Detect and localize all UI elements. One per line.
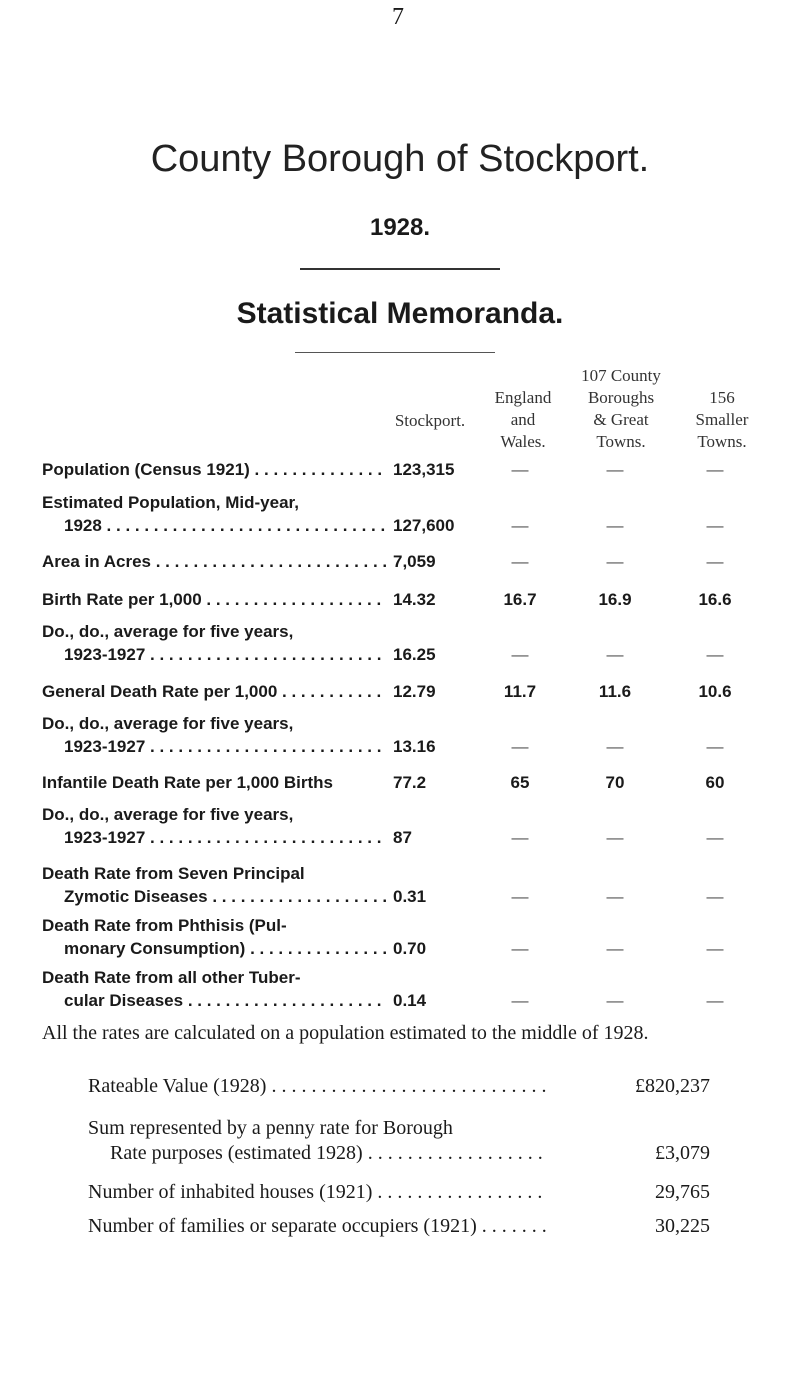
cell-stockport: 0.70 bbox=[393, 939, 427, 958]
cell-england: — bbox=[511, 737, 529, 756]
col-head-boroughs-line: Boroughs bbox=[587, 388, 655, 407]
stat-value: 30,225 bbox=[655, 1215, 710, 1237]
cell-boroughs: — bbox=[606, 645, 624, 664]
row-label-line: Population (Census 1921) . . . bbox=[42, 458, 387, 481]
section-divider bbox=[295, 352, 495, 353]
row-label-line: General Death Rate per 1,000 . . . bbox=[42, 680, 387, 703]
row-label-line: Do., do., average for five years, bbox=[42, 714, 294, 733]
col-head-smaller-line: Towns. bbox=[697, 432, 747, 451]
cell-stockport: 77.2 bbox=[393, 773, 427, 792]
cell-england: 65 bbox=[510, 773, 530, 792]
col-head-boroughs-line: & Great bbox=[593, 410, 649, 429]
row-label bbox=[42, 550, 387, 573]
cell-england: — bbox=[511, 887, 529, 906]
col-head-england-line: Wales. bbox=[500, 432, 546, 451]
cell-smaller: — bbox=[706, 645, 724, 664]
stat-label: Sum represented by a penny rate for Borough bbox=[88, 1117, 453, 1139]
row-label bbox=[42, 588, 387, 611]
stat-label: Number of inhabited houses (1921) . . . bbox=[88, 1180, 548, 1205]
row-label-line: Death Rate from Phthisis (Pul- bbox=[42, 916, 287, 935]
rates-footnote: All the rates are calculated on a population estimated to the middle of 1928. bbox=[42, 1022, 649, 1044]
cell-boroughs: — bbox=[606, 516, 624, 535]
cell-smaller: 10.6 bbox=[698, 682, 732, 701]
page-number: 7 bbox=[392, 4, 404, 30]
row-label bbox=[42, 458, 387, 481]
cell-england: — bbox=[511, 460, 529, 479]
cell-england: 16.7 bbox=[503, 590, 537, 609]
cell-stockport: 7,059 bbox=[393, 552, 436, 571]
col-head-stockport bbox=[375, 410, 485, 432]
row-label-line: 1928 . . . bbox=[42, 514, 387, 537]
cell-boroughs: — bbox=[606, 552, 624, 571]
cell-stockport: 14.32 bbox=[393, 590, 436, 609]
row-label bbox=[42, 862, 387, 908]
cell-boroughs: — bbox=[606, 939, 624, 958]
row-label-line: Area in Acres . . . bbox=[42, 550, 387, 573]
cell-stockport: 0.14 bbox=[393, 991, 427, 1010]
cell-england: — bbox=[511, 516, 529, 535]
row-label-line: Birth Rate per 1,000 . . . bbox=[42, 588, 387, 611]
cell-stockport: 12.79 bbox=[393, 682, 436, 701]
col-head-stockport-text: Stockport. bbox=[394, 411, 466, 430]
stat-label: Number of families or separate occupiers (1921) . . . bbox=[88, 1214, 548, 1239]
cell-boroughs: — bbox=[606, 737, 624, 756]
row-label-line: cular Diseases . . . bbox=[42, 989, 387, 1012]
cell-boroughs: — bbox=[606, 460, 624, 479]
cell-stockport: 0.31 bbox=[393, 887, 427, 906]
cell-stockport: 13.16 bbox=[393, 737, 436, 756]
cell-smaller: 16.6 bbox=[698, 590, 732, 609]
row-label-line: 1923-1927 . . . bbox=[42, 735, 387, 758]
stat-value: £3,079 bbox=[655, 1142, 710, 1164]
cell-smaller: — bbox=[706, 460, 724, 479]
cell-stockport: 127,600 bbox=[393, 516, 455, 535]
cell-smaller: — bbox=[706, 939, 724, 958]
cell-england: — bbox=[511, 939, 529, 958]
cell-boroughs: 11.6 bbox=[598, 682, 632, 701]
cell-smaller: — bbox=[706, 991, 724, 1010]
document-title: County Borough of Stockport. bbox=[150, 138, 650, 180]
cell-boroughs: — bbox=[606, 828, 624, 847]
row-label bbox=[42, 966, 387, 1012]
stat-value: 29,765 bbox=[655, 1181, 710, 1203]
cell-smaller: — bbox=[706, 828, 724, 847]
col-head-england-line: and bbox=[510, 410, 536, 429]
stat-label: Rateable Value (1928) . . . bbox=[88, 1074, 548, 1099]
row-label-line: Zymotic Diseases . . . bbox=[42, 885, 387, 908]
section-title: Statistical Memoranda. bbox=[236, 297, 564, 330]
cell-boroughs: — bbox=[606, 887, 624, 906]
row-label-line: Do., do., average for five years, bbox=[42, 805, 294, 824]
row-label bbox=[42, 680, 387, 703]
row-label-line: Death Rate from Seven Principal bbox=[42, 864, 305, 883]
row-label-line: 1923-1927 . . . bbox=[42, 643, 387, 666]
row-label bbox=[42, 712, 387, 758]
report-year: 1928. bbox=[369, 214, 431, 241]
row-label bbox=[42, 491, 387, 537]
stat-value: £820,237 bbox=[635, 1075, 710, 1097]
row-label bbox=[42, 803, 387, 849]
col-head-england-line: England bbox=[494, 388, 552, 407]
row-label-line: monary Consumption) . . . bbox=[42, 937, 387, 960]
col-head-smaller-line: 156 bbox=[709, 388, 735, 407]
cell-stockport: 16.25 bbox=[393, 645, 436, 664]
row-label bbox=[42, 771, 387, 794]
cell-england: 11.7 bbox=[503, 682, 537, 701]
cell-boroughs: 70 bbox=[605, 773, 625, 792]
col-head-boroughs-line: 107 County bbox=[581, 366, 661, 385]
row-label-line: Estimated Population, Mid-year, bbox=[42, 493, 299, 512]
row-label-line: Do., do., average for five years, bbox=[42, 622, 294, 641]
col-head-smaller-line: Smaller bbox=[695, 410, 749, 429]
title-divider bbox=[300, 268, 500, 270]
cell-england: — bbox=[511, 828, 529, 847]
row-label-line: 1923-1927 . . . bbox=[42, 826, 387, 849]
row-label-line: Death Rate from all other Tuber- bbox=[42, 968, 301, 987]
cell-smaller: — bbox=[706, 887, 724, 906]
cell-boroughs: 16.9 bbox=[598, 590, 632, 609]
cell-england: — bbox=[511, 991, 529, 1010]
cell-stockport: 123,315 bbox=[393, 460, 455, 479]
cell-smaller: 60 bbox=[705, 773, 725, 792]
cell-stockport: 87 bbox=[393, 828, 412, 847]
row-label bbox=[42, 914, 387, 960]
cell-england: — bbox=[511, 552, 529, 571]
cell-england: — bbox=[511, 645, 529, 664]
col-head-smaller bbox=[672, 387, 772, 453]
cell-smaller: — bbox=[706, 552, 724, 571]
cell-boroughs: — bbox=[606, 991, 624, 1010]
row-label bbox=[42, 620, 387, 666]
stat-label: Rate purposes (estimated 1928) . . . bbox=[110, 1141, 548, 1166]
col-head-england bbox=[478, 387, 568, 453]
cell-smaller: — bbox=[706, 516, 724, 535]
cell-smaller: — bbox=[706, 737, 724, 756]
col-head-boroughs-line: Towns. bbox=[596, 432, 646, 451]
col-head-boroughs bbox=[566, 365, 676, 453]
row-label-line: Infantile Death Rate per 1,000 Births bbox=[42, 773, 333, 792]
